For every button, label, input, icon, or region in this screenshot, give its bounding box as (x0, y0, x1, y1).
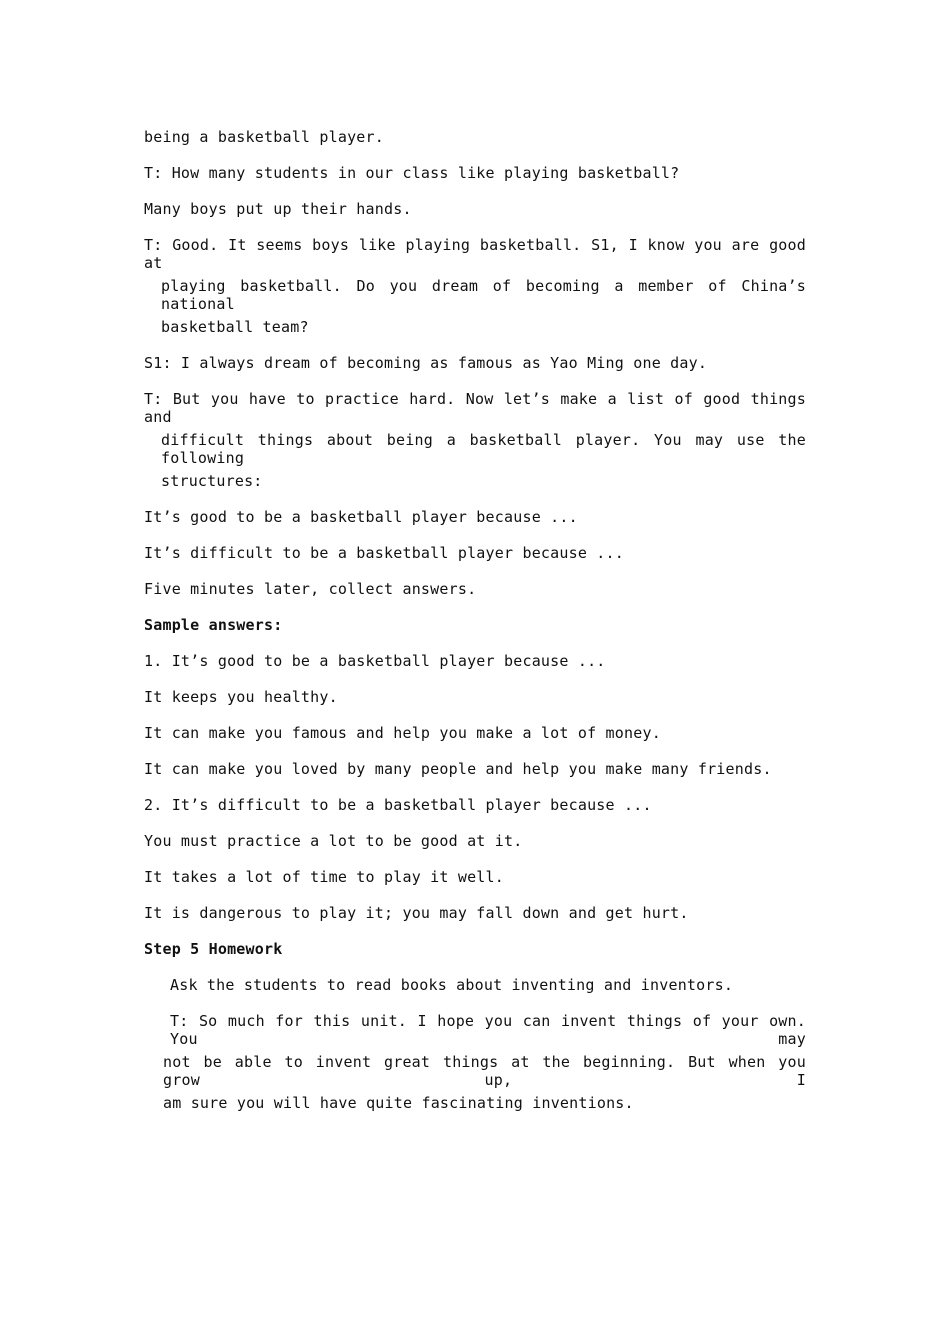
text-line: Ask the students to read books about inventing and inventors. (170, 976, 734, 994)
section-heading: Sample answers: (144, 616, 283, 634)
text-line: playing basketball. Do you dream of becoming a member of China’s national (161, 277, 806, 313)
text-line: 2. It’s difficult to be a basketball player because ... (144, 796, 652, 814)
text-line: T: But you have to practice hard. Now let’s make a list of good things and (144, 390, 806, 426)
text-line: 1. It’s good to be a basketball player because ... (144, 652, 606, 670)
text-line: It keeps you healthy. (144, 688, 338, 706)
text-line: not be able to invent great things at the beginning. But when you grow up, I (163, 1053, 806, 1089)
text-line: T: Good. It seems boys like playing basketball. S1, I know you are good at (144, 236, 806, 272)
text-line: It can make you loved by many people and help you make many friends. (144, 760, 772, 778)
text-line: It is dangerous to play it; you may fall down and get hurt. (144, 904, 689, 922)
text-line: It takes a lot of time to play it well. (144, 868, 504, 886)
text-line: structures: (161, 472, 263, 490)
section-heading: Step 5 Homework (144, 940, 283, 958)
text-line: T: So much for this unit. I hope you can invent things of your own. You may (170, 1012, 806, 1048)
text-line: Five minutes later, collect answers. (144, 580, 477, 598)
text-line: am sure you will have quite fascinating inventions. (163, 1094, 634, 1112)
text-line: S1: I always dream of becoming as famous as Yao Ming one day. (144, 354, 708, 372)
text-line: You must practice a lot to be good at it. (144, 832, 523, 850)
text-line: basketball team? (161, 318, 309, 336)
text-line: Many boys put up their hands. (144, 200, 412, 218)
text-line: It can make you famous and help you make a lot of money. (144, 724, 661, 742)
text-line: T: How many students in our class like playing basketball? (144, 164, 680, 182)
text-line: It’s good to be a basketball player because ... (144, 508, 578, 526)
text-line: difficult things about being a basketball player. You may use the following (161, 431, 806, 467)
text-line: It’s difficult to be a basketball player because ... (144, 544, 624, 562)
text-line: being a basketball player. (144, 128, 384, 146)
